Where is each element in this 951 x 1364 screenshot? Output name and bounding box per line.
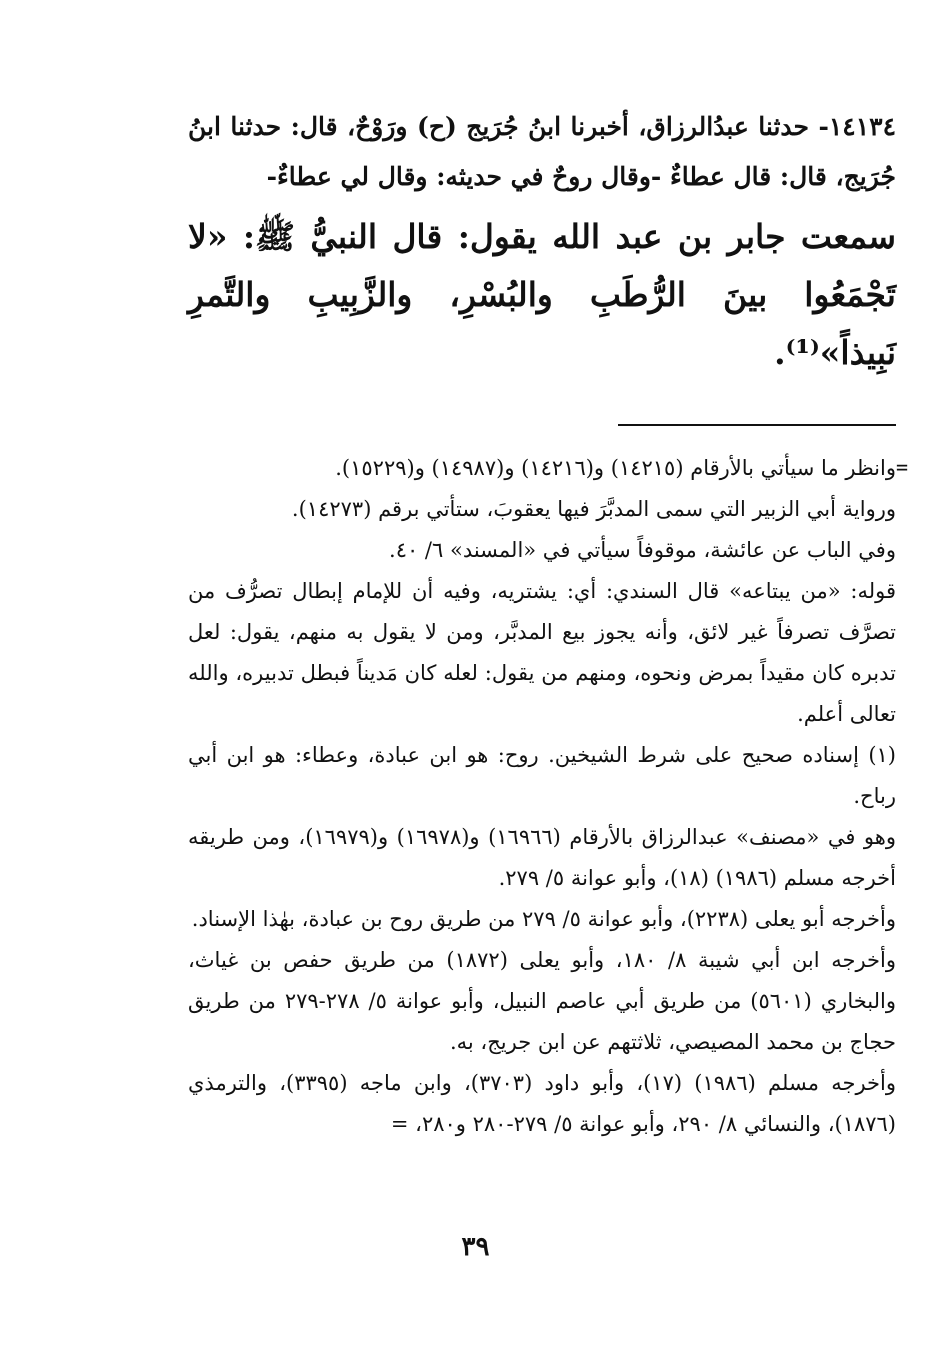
footnote-paragraph: وأخرجه ابن أبي شيبة ٨/ ١٨٠، وأبو يعلى (١٨٧٢) من طريق حفص بن غياث، والبخاري (٥٦٠١) من طريق أبي عاصم النبيل، وأبو عوانة ٥/ ٢٧٨-٢٧٩ من طريق حجاج بن محمد المصيصي، ثلاثتهم عن ابن جريج، به. bbox=[188, 948, 896, 1054]
footnote-paragraph: وفي الباب عن عائشة، موقوفاً سيأتي في «المسند» ٦/ ٤٠. bbox=[389, 538, 896, 562]
footnote-paragraph: وانظر ما سيأتي بالأرقام (١٤٢١٥) و(١٤٢١٦) و(١٤٩٨٧) و(١٥٢٢٩). bbox=[335, 456, 896, 480]
hadith-main-text bbox=[188, 102, 896, 382]
footnote-paragraph: وهو في «مصنف» عبدالرزاق بالأرقام (١٦٩٦٦) و(١٦٩٧٨) و(١٦٩٧٩)، ومن طريقه أخرجه مسلم (١٩٨٦) (١٨)، وأبو عوانة ٥/ ٢٧٩. bbox=[188, 825, 896, 890]
page-number: ٣٩ bbox=[461, 1232, 490, 1262]
footnote-paragraph: (١) إسناده صحيح على شرط الشيخين. روح: هو ابن عبادة، وعطاء: هو ابن أبي رباح. bbox=[188, 743, 896, 808]
isnad-paragraph: ١٤١٣٤- حدثنا عبدُالرزاق، أخبرنا ابنُ جُرَيج (ح) ورَوْحٌ، قال: حدثنا ابنُ جُرَيج، قال: قال عطاءٌ -وقال روحٌ في حديثه: وقال لي عطاءٌ- bbox=[188, 112, 896, 191]
footnote-paragraph: وأخرجه مسلم (١٩٨٦) (١٧)، وأبو داود (٣٧٠٣)، وابن ماجه (٣٣٩٥)، والترمذي (١٨٧٦)، والنسائي ٨/ ٢٩٠، وأبو عوانة ٥/ ٢٧٩-٢٨٠ و٢٨٠، = bbox=[188, 1071, 896, 1136]
continuation-mark: = bbox=[896, 455, 909, 479]
footnotes bbox=[188, 448, 896, 1145]
hadith-matn: سمعت جابر بن عبد الله يقول: قال النبيُّ ﷺ: «لا تَجْمَعُوا بينَ الرُّطَبِ والبُسْرِ، والزَّبِيبِ والتَّمرِ نَبِيذاً»⁽¹⁾. bbox=[188, 217, 896, 372]
footnote-separator bbox=[618, 424, 896, 426]
footnote-paragraph: وأخرجه أبو يعلى (٢٢٣٨)، وأبو عوانة ٥/ ٢٧٩ من طريق روح بن عبادة، بهٰذا الإسناد. bbox=[191, 907, 896, 931]
footnote-paragraph: ورواية أبي الزبير التي سمى المدبَّرَ فيها يعقوبَ، ستأتي برقم (١٤٢٧٣). bbox=[291, 497, 896, 521]
footnote-paragraph: قوله: «من يبتاعه» قال السندي: أي: يشتريه، وفيه أن للإمام إبطال تصرُّف من تصرَّف تصرفاً غير لائق، وأنه يجوز بيع المدبَّر، ومن لا يقول به منهم، يقول: لعل تدبره كان مقيداً بمرض ونحوه، ومنهم من يقول: لعله كان مَديناً فبطل تدبيره، والله تعالى أعلم. bbox=[188, 579, 896, 726]
